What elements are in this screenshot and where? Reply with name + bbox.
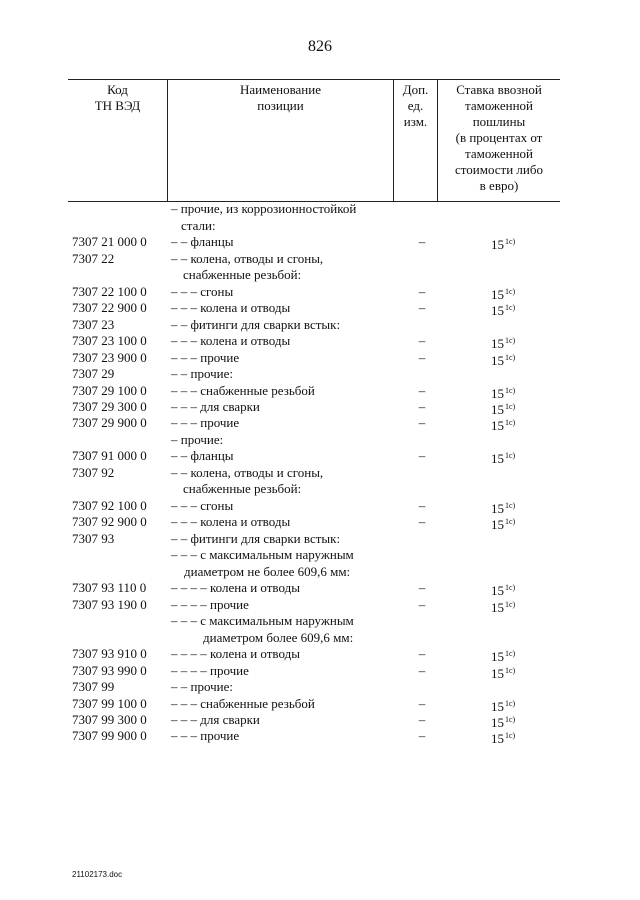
unit-value: – [418,696,426,711]
position-name: – – прочие: [171,679,233,694]
header-code [68,82,167,114]
header-rate-line: стоимости либо [454,162,543,177]
table-row [0,398,640,415]
position-name: – – – прочие [171,415,240,430]
position-name: – – прочие: [171,366,233,381]
unit-value: – [418,300,426,315]
table-row [0,250,640,267]
rate-value: 15 [491,699,504,714]
rate-footnote: 1c) [505,336,516,345]
position-name: – – фитинги для сварки встык: [171,317,341,332]
unit-value: – [418,284,426,299]
unit-value: – [418,350,426,365]
rate-value: 15 [491,418,504,433]
page-number: 826 [308,38,332,55]
header-rate-line: Ставка ввозной [456,82,542,97]
unit-value: – [418,333,426,348]
position-name: – – – прочие [171,728,240,743]
table-row [0,530,640,547]
rate-value: 15 [491,666,504,681]
position-name: – – фитинги для сварки встык: [171,531,341,546]
rate-value: 15 [491,731,504,746]
table-row [0,727,640,744]
table-row [0,513,640,530]
tn-ved-code: 7307 92 [72,465,115,480]
rate-footnote: 1c) [505,666,516,675]
table-row [0,365,640,382]
rate-footnote: 1c) [505,237,516,246]
header-unit-line: изм. [403,114,428,129]
unit-value: – [418,498,426,513]
tn-ved-code: 7307 22 900 0 [72,300,147,315]
rate-footnote: 1c) [505,649,516,658]
position-name: – – – для сварки [171,399,260,414]
rate-footnote: 1c) [505,353,516,362]
table-row [0,563,640,580]
header-name-line: позиции [257,98,304,113]
table-row [0,431,640,448]
tn-ved-code: 7307 99 900 0 [72,728,147,743]
position-name: – – – снабженные резьбой [171,696,315,711]
table-row [0,200,640,217]
rate-value: 15 [491,237,504,252]
unit-value: – [418,383,426,398]
tn-ved-code: 7307 93 990 0 [72,663,147,678]
tn-ved-code: 7307 22 [72,251,115,266]
unit-value: – [418,514,426,529]
position-name: – – – колена и отводы [171,514,291,529]
tn-ved-code: 7307 91 000 0 [72,448,147,463]
position-name: – – – прочие [171,350,240,365]
position-name: – – фланцы [171,234,234,249]
position-name: стали: [181,218,216,233]
tn-ved-code: 7307 22 100 0 [72,284,147,299]
table-row [0,233,640,250]
tn-ved-code: 7307 93 110 0 [72,580,147,595]
position-name: – – – сгоны [171,498,234,513]
unit-value: – [418,234,426,249]
rate-value: 15 [491,583,504,598]
rate-value: 15 [491,287,504,302]
rate-value: 15 [491,451,504,466]
table-row [0,332,640,349]
table-row [0,266,640,283]
unit-value: – [418,712,426,727]
table-row [0,612,640,629]
rate-value: 15 [491,353,504,368]
position-name: – – – – колена и отводы [171,646,300,661]
position-name: – прочие: [171,432,224,447]
position-name: – – – с максимальным наружным [171,547,354,562]
rate-footnote: 1c) [505,699,516,708]
rate-value: 15 [491,600,504,615]
table-row [0,695,640,712]
header-name [168,82,393,114]
tn-ved-code: 7307 93 190 0 [72,597,147,612]
rate-footnote: 1c) [505,583,516,592]
position-name: – – фланцы [171,448,234,463]
position-name: – прочие, из коррозионностойкой [171,201,357,216]
table-row [0,497,640,514]
tn-ved-code: 7307 99 100 0 [72,696,147,711]
header-rate-line: (в процентах от [455,130,543,145]
rate-footnote: 1c) [505,731,516,740]
table-row [0,283,640,300]
table-row [0,579,640,596]
rate-footnote: 1c) [505,501,516,510]
position-name: – – – – прочие [171,663,249,678]
rate-value: 15 [491,303,504,318]
unit-value: – [418,646,426,661]
tn-ved-code: 7307 99 300 0 [72,712,147,727]
tn-ved-code: 7307 29 300 0 [72,399,147,414]
header-unit-line: Доп. [402,82,429,97]
rate-footnote: 1c) [505,287,516,296]
unit-value: – [418,415,426,430]
rate-value: 15 [491,517,504,532]
unit-value: – [418,448,426,463]
table-row [0,464,640,481]
rate-footnote: 1c) [505,715,516,724]
unit-value: – [418,399,426,414]
table-row [0,480,640,497]
unit-value: – [418,728,426,743]
footer-filename: 21102173.doc [72,870,123,879]
unit-value: – [418,663,426,678]
tn-ved-code: 7307 23 100 0 [72,333,147,348]
rate-value: 15 [491,649,504,664]
table-row [0,629,640,646]
table-row [0,299,640,316]
rate-footnote: 1c) [505,451,516,460]
rate-footnote: 1c) [505,386,516,395]
rate-footnote: 1c) [505,600,516,609]
position-name: диаметром не более 609,6 мм: [184,564,351,579]
table-row [0,382,640,399]
position-name: диаметром более 609,6 мм: [203,630,354,645]
header-rate [438,82,560,194]
tn-ved-code: 7307 92 900 0 [72,514,147,529]
tn-ved-code: 7307 93 [72,531,115,546]
position-name: – – колена, отводы и сгоны, [171,465,324,480]
unit-value: – [418,580,426,595]
tn-ved-code: 7307 23 [72,317,115,332]
table-top-rule [68,79,560,80]
position-name: снабженные резьбой: [183,267,302,282]
tn-ved-code: 7307 93 910 0 [72,646,147,661]
rate-value: 15 [491,501,504,516]
table-row [0,662,640,679]
tn-ved-code: 7307 23 900 0 [72,350,147,365]
rate-value: 15 [491,402,504,417]
table-row [0,316,640,333]
header-rate-line: таможенной [465,98,533,113]
table-row [0,711,640,728]
position-name: – – – с максимальным наружным [171,613,354,628]
table-row [0,546,640,563]
rate-value: 15 [491,386,504,401]
tn-ved-code: 7307 29 900 0 [72,415,147,430]
tn-ved-code: 7307 92 100 0 [72,498,147,513]
position-name: – – – колена и отводы [171,300,291,315]
position-name: – – – снабженные резьбой [171,383,315,398]
table-row [0,217,640,234]
table-row [0,414,640,431]
header-unit [394,82,437,130]
table-row [0,645,640,662]
rate-footnote: 1c) [505,418,516,427]
rate-footnote: 1c) [505,303,516,312]
header-rate-line: пошлины [472,114,526,129]
header-code-line: Код [107,82,128,97]
position-name: – – – – прочие [171,597,249,612]
position-name: – – колена, отводы и сгоны, [171,251,324,266]
position-name: снабженные резьбой: [183,481,302,496]
tn-ved-code: 7307 29 100 0 [72,383,147,398]
duty-rate [491,727,515,747]
table-row [0,349,640,366]
header-rate-line: таможенной [465,146,533,161]
rate-footnote: 1c) [505,517,516,526]
header-rate-line: в евро) [479,178,519,193]
table-row [0,596,640,613]
position-name: – – – сгоны [171,284,234,299]
position-name: – – – для сварки [171,712,260,727]
header-unit-line: ед. [407,98,424,113]
rate-value: 15 [491,336,504,351]
rate-value: 15 [491,715,504,730]
tn-ved-code: 7307 29 [72,366,115,381]
tn-ved-code: 7307 99 [72,679,115,694]
tn-ved-code: 7307 21 000 0 [72,234,147,249]
table-row [0,447,640,464]
table-row [0,678,640,695]
header-code-line: ТН ВЭД [94,98,141,113]
unit-value: – [418,597,426,612]
header-name-line: Наименование [240,82,321,97]
rate-footnote: 1c) [505,402,516,411]
position-name: – – – колена и отводы [171,333,291,348]
position-name: – – – – колена и отводы [171,580,300,595]
